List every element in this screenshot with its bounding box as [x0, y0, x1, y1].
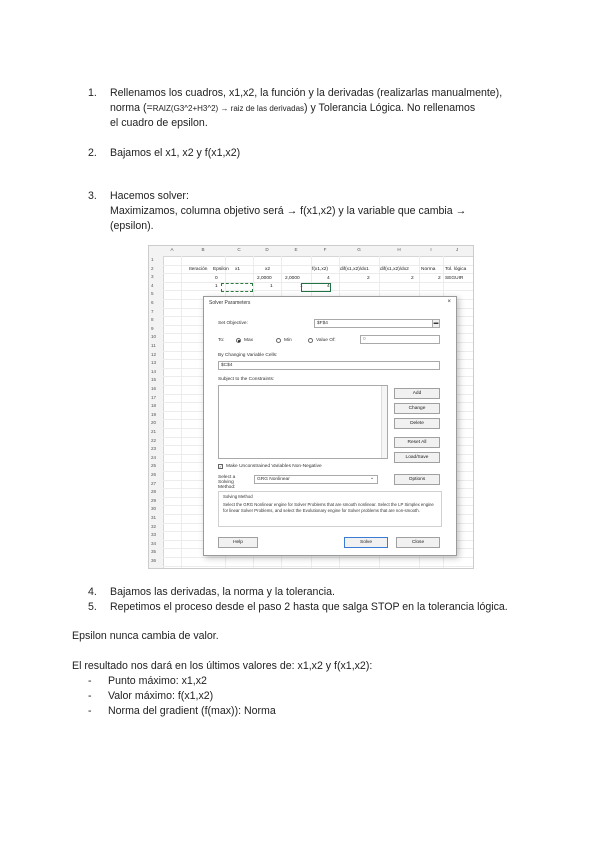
step-5	[88, 600, 600, 616]
column-header: A	[170, 247, 174, 252]
step-3	[88, 189, 533, 235]
method-select[interactable]: GRG Nonlinear	[254, 475, 378, 484]
max-radio[interactable]	[236, 338, 241, 343]
column-header: J	[455, 247, 459, 252]
non-negative-label: Make Unconstrained Variables Non-Negative	[226, 464, 322, 469]
row-number[interactable]: 30	[151, 506, 157, 512]
row-number[interactable]: 34	[151, 540, 157, 546]
step-number: 1.	[88, 87, 97, 99]
header-cell[interactable]: Norma	[421, 267, 436, 272]
step-1-line-1: Rellenamos los cuadros, x1,x2, la función y la derivadas (realizarlas manualmente),	[110, 87, 503, 99]
step-3-line-1: Hacemos solver:	[110, 190, 189, 202]
subject-label: Subject to the Constraints:	[218, 377, 275, 382]
data-cell[interactable]: 1	[215, 284, 218, 289]
data-cell[interactable]: 2,0000	[285, 276, 300, 281]
row-number[interactable]: 4	[151, 282, 154, 288]
step-number: 4.	[88, 586, 97, 598]
scrollbar[interactable]	[381, 386, 387, 458]
step-4-line-1: Bajamos las derivadas, la norma y la tolerancia.	[110, 586, 335, 598]
help-button[interactable]: Help	[218, 537, 258, 548]
row-number[interactable]: 5	[151, 291, 154, 297]
column-header: D	[265, 247, 269, 252]
close-icon[interactable]: ×	[447, 299, 451, 305]
grid-row-line	[163, 265, 473, 266]
row-number[interactable]: 32	[151, 523, 157, 529]
data-cell[interactable]: 2	[438, 276, 441, 281]
header-cell[interactable]: Epsilon	[213, 267, 229, 272]
data-cell[interactable]: 0	[215, 276, 218, 281]
data-cell[interactable]: 2,0000	[257, 276, 272, 281]
data-cell[interactable]: 1	[300, 284, 303, 289]
row-number[interactable]: 31	[151, 515, 157, 520]
column-header: H	[397, 247, 401, 252]
row-number[interactable]: 35	[151, 549, 157, 555]
step-3-line-2: Maximizamos, columna objetivo será → f(x1,x2) y la variable que cambia →	[110, 205, 467, 217]
value-of-radio[interactable]	[308, 338, 313, 343]
grid-row-line	[163, 557, 473, 558]
change-button[interactable]: Change	[394, 403, 440, 414]
row-number[interactable]: 12	[151, 351, 157, 357]
solve-button[interactable]: Solve	[344, 537, 388, 548]
step-number: 2.	[88, 147, 97, 159]
row-number[interactable]: 1	[151, 257, 154, 262]
data-cell[interactable]: 4	[327, 276, 330, 281]
data-cell[interactable]: 1	[270, 284, 273, 289]
min-radio[interactable]	[276, 338, 281, 343]
data-cell[interactable]: 2	[411, 276, 414, 281]
row-number[interactable]: 20	[151, 420, 157, 426]
chevron-down-icon[interactable]: ⌄	[370, 476, 375, 481]
close-button[interactable]: Close	[396, 537, 440, 548]
data-cell[interactable]: 2	[367, 276, 370, 281]
column-header: I	[430, 247, 432, 252]
grid-column-line	[181, 256, 182, 568]
row-number[interactable]: 19	[151, 411, 157, 417]
min-label: Min	[284, 338, 292, 343]
excel-solver-screenshot	[148, 245, 474, 569]
row-number[interactable]: 16	[151, 386, 157, 391]
options-button[interactable]: Options	[394, 474, 440, 485]
set-objective-label: Set Objective:	[218, 321, 248, 326]
row-headers	[149, 256, 164, 568]
non-negative-checkbox[interactable]: ✓	[219, 464, 223, 469]
row-number[interactable]: 10	[151, 334, 157, 340]
value-of-input[interactable]: 0	[360, 335, 440, 344]
solver-dialog	[203, 296, 457, 556]
row-number[interactable]: 9	[151, 325, 154, 331]
step-3-line-3: (epsilon).	[110, 220, 154, 232]
header-cell[interactable]: x1	[235, 267, 241, 272]
epsilon-note: Epsilon nunca cambia de valor.	[72, 630, 219, 642]
header-cell[interactable]: x2	[265, 267, 271, 272]
row-number[interactable]: 8	[151, 317, 154, 323]
row-number[interactable]: 24	[151, 454, 157, 460]
row-number[interactable]: 13	[151, 360, 157, 366]
row-number[interactable]: 33	[151, 532, 157, 538]
document-page: 1. Rellenamos los cuadros, x1,x2, la función y la derivadas (realizarlas manualmente), norma (=RAIZ(G3^2+H3^2) → raiz de las derivadas) y Tolerancia Lógica. No rellenamos el cuadro de epsilon. 2. Bajamos el x1, x2 y f(x1,x2) 3. Hacemos solver: Maximizamos, columna objetivo será → f(x1,x2) y la variable que cambia → (epsilon). A B C D E F G H I J 1 2 3 4 5 6 7 8 9 10 11 12 13 14 15 16 17 18 19 20 21 22 23 24 25 26 27 28 29 30 31 32 33 34 35 36 Iteración Epsilon x1 x2 f(x1,x2) dif(x1,x2)/dx1 dif(x1,x2)/dx2 Norma Tol. lógica 0 2,0000 2,0000 4 2 2 2 SEGUIR 1 1 1 4 Solver Parameters × Set Objective: $F$4 ▬ To: Max Min Value Of: 0 By Changing Variable Cells: $C$4 Subject to the Constraints: Add Change Delete Reset All Load/Save ✓ Make Unconstrained Variables Non-Negative Select a Solving Method: GRG Nonlinear ⌄ Options Solving Method Select the GRG Nonlinear engine for Solver Problems that are smooth nonlinear. Select the LP Simplex engine for linear Solver Problems, and select the Evolutionary engine for Solver problems that are non-smooth. Help Solve Close 4. Bajamos las derivadas, la norma y la tolerancia. 5. Repetimos el proceso desde el paso 2 hasta que salga STOP en la tolerancia lógica. Epsilon nunca cambia de valor. El resultado nos dará en los últimos valores de: x1,x2 y f(x1,x2): - Punto máximo: x1,x2 - Valor máximo: f(x1,x2) - Norma del gradient (f(max)): Norma	[0, 0, 600, 848]
header-cell[interactable]: dif(x1,x2)/dx1	[340, 267, 369, 272]
row-number[interactable]: 15	[151, 377, 157, 383]
row-number[interactable]: 29	[151, 497, 157, 503]
row-number[interactable]: 26	[151, 472, 157, 477]
column-header: G	[357, 247, 361, 252]
step-number: 3.	[88, 190, 97, 202]
row-number[interactable]: 23	[151, 446, 157, 452]
row-number[interactable]: 18	[151, 403, 157, 409]
max-label: Max	[244, 338, 254, 343]
solving-method-title: Solving Method	[223, 494, 253, 499]
formula-text: RAIZ(G3^2+H3^2) → raiz de las derivadas	[152, 104, 305, 113]
row-number[interactable]: 22	[151, 437, 157, 443]
column-header: B	[201, 247, 205, 252]
step-1-line-3: el cuadro de epsilon.	[110, 117, 208, 129]
step-2	[88, 146, 533, 162]
by-changing-label: By Changing Variable Cells:	[218, 353, 278, 358]
set-objective-input[interactable]: $F$4	[314, 319, 438, 328]
row-number[interactable]: 2	[151, 265, 154, 271]
step-1-line-2: norma (=RAIZ(G3^2+H3^2) → raiz de las derivadas) y Tolerancia Lógica. No rellenamos	[110, 102, 476, 114]
constraints-list[interactable]	[218, 385, 388, 459]
delete-button[interactable]: Delete	[394, 418, 440, 429]
step-5-line-1: Repetimos el proceso desde el paso 2 hasta que salga STOP en la tolerancia lógica.	[110, 601, 508, 613]
add-button[interactable]: Add	[394, 388, 440, 399]
column-header: C	[237, 247, 241, 252]
row-number[interactable]: 3	[151, 274, 154, 280]
load-save-button[interactable]: Load/Save	[394, 452, 440, 463]
row-number[interactable]: 25	[151, 463, 157, 469]
solving-method-text: Select the GRG Nonlinear engine for Solver Problems that are smooth nonlinear. Select the LP Simplex engine for linear Solver Problems, and select the Evolutionary engine for Solver problems that are non-smooth.	[223, 502, 434, 513]
header-cell[interactable]: dif(x1,x2)/dx2	[380, 267, 409, 272]
to-label: To:	[218, 338, 225, 343]
grid-row-line	[163, 566, 473, 567]
row-number[interactable]: 11	[151, 343, 156, 348]
row-number[interactable]: 14	[151, 368, 157, 374]
step-number: 5.	[88, 601, 97, 613]
row-number[interactable]: 6	[151, 300, 154, 305]
column-header: F	[323, 247, 327, 252]
reset-all-button[interactable]: Reset All	[394, 437, 440, 448]
row-number[interactable]: 36	[151, 558, 157, 563]
result-intro: El resultado nos dará en los últimos valores de: x1,x2 y f(x1,x2):	[72, 660, 373, 672]
header-cell[interactable]: Iteración	[189, 267, 208, 272]
row-number[interactable]: 28	[151, 489, 157, 495]
grid-row-line	[163, 273, 473, 274]
row-number[interactable]: 21	[151, 429, 157, 434]
row-number[interactable]: 17	[151, 394, 157, 400]
data-cell[interactable]: SEGUIR	[445, 276, 464, 281]
row-number[interactable]: 27	[151, 480, 157, 486]
step-4	[88, 585, 533, 601]
range-picker-icon[interactable]: ▬	[433, 321, 439, 326]
column-header: E	[294, 247, 298, 252]
epsilon-cell-selection[interactable]	[221, 283, 253, 292]
by-changing-input[interactable]: $C$4	[218, 361, 440, 370]
solving-method-group	[218, 491, 442, 527]
step-2-line-1: Bajamos el x1, x2 y f(x1,x2)	[110, 147, 241, 159]
row-number[interactable]: 7	[151, 308, 154, 314]
method-label: Select a Solving Method:	[218, 475, 236, 490]
step-1	[88, 86, 533, 132]
header-cell[interactable]: Tol. lógica	[445, 267, 467, 272]
header-cell[interactable]: f(x1,x2)	[312, 267, 328, 272]
data-cell[interactable]: 4	[327, 284, 330, 289]
value-of-label: Value Of:	[316, 338, 336, 343]
dialog-title: Solver Parameters	[209, 300, 251, 306]
